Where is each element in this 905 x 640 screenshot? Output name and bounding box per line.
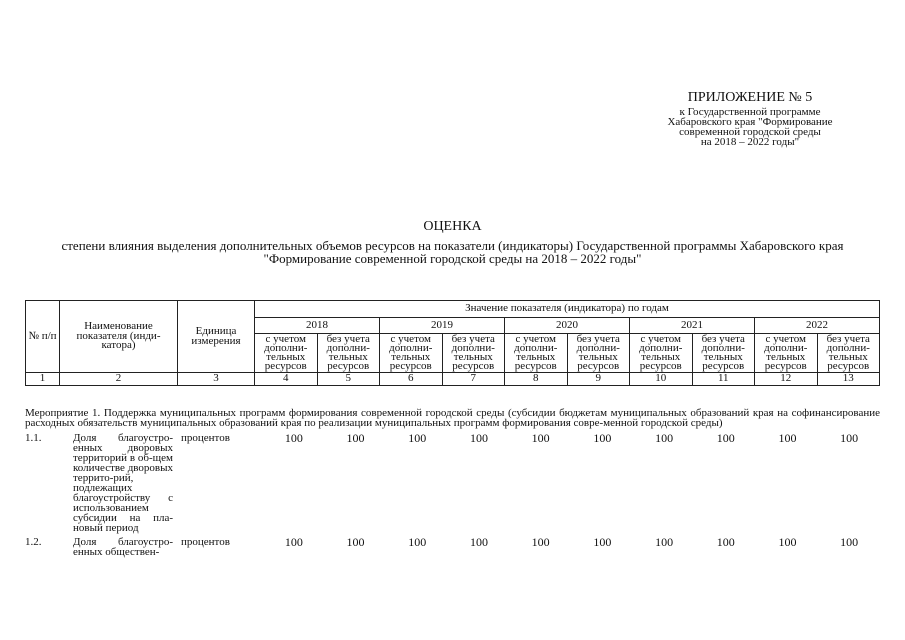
header-with-resources: с учетом дополни-тельных ресурсов [255,334,318,373]
column-number: 1 [26,373,60,386]
header-without-resources: без учета дополни-тельных ресурсов [817,334,880,373]
appendix-line: к Государственной программе [679,106,821,118]
row-value: 100 [408,535,427,549]
header-without-resources: без учета дополни-тельных ресурсов [442,334,505,373]
header-without-resources: без учета дополни-тельных ресурсов [692,334,755,373]
row-value: 100 [531,535,550,549]
column-number: 11 [692,373,755,386]
column-number: 7 [442,373,505,386]
row-number: 1.1. [25,432,42,444]
row-value: 100 [778,431,797,445]
document-heading [0,219,905,265]
column-number: 9 [567,373,630,386]
header-year: 2021 [630,317,755,334]
header-year: 2019 [380,317,505,334]
header-year: 2018 [255,317,380,334]
indicator-table [25,300,880,386]
row-values [263,433,880,443]
header-without-resources: без учета дополни-тельных ресурсов [317,334,380,373]
row-value: 100 [469,431,488,445]
row-number: 1.2. [25,536,42,548]
table-row [25,433,880,533]
header-with-resources: с учетом дополни-тельных ресурсов [505,334,568,373]
row-name: Доля благоустро-енных обществен- [73,536,173,558]
column-number: 13 [817,373,880,386]
column-number: 6 [380,373,443,386]
measure-title: Мероприятие 1. Поддержка муниципальных программ формирования современной городской среды (субсидии бюджетам муниципальных образований края на софинансирование расходных обязательств муниципальных образований края по реализации муниципальных программ формирования совре-менной городской среды) [25,407,880,429]
row-value: 100 [716,535,735,549]
row-value: 100 [531,431,550,445]
header-with-resources: с учетом дополни-тельных ресурсов [380,334,443,373]
row-values [263,537,880,547]
row-unit: процентов [181,536,230,548]
row-value: 100 [655,431,674,445]
header-unit: Единица измерения [178,301,255,373]
row-value: 100 [716,431,735,445]
row-value: 100 [346,535,365,549]
column-number: 3 [178,373,255,386]
header-with-resources: с учетом дополни-тельных ресурсов [755,334,818,373]
header-name: Наименование показателя (инди-катора) [60,301,178,373]
column-number: 12 [755,373,818,386]
column-number: 10 [630,373,693,386]
appendix-block [645,90,855,147]
row-value: 100 [593,431,612,445]
row-value: 100 [284,431,303,445]
header-year: 2022 [755,317,880,334]
row-name: Доля благоустро-енных дворовых территорий в об-щем количестве дворовых террито-рий, подлежащих благоустройству с использованием субсидии на пла-новый период [73,432,173,534]
appendix-line: на 2018 – 2022 годы" [700,136,800,148]
appendix-line: современной городской среды [679,126,821,138]
appendix-title: ПРИЛОЖЕНИЕ № 5 [687,90,813,105]
document-title: ОЦЕНКА [423,219,482,234]
row-value: 100 [469,535,488,549]
row-value: 100 [840,535,859,549]
row-value: 100 [284,535,303,549]
header-with-resources: с учетом дополни-тельных ресурсов [630,334,693,373]
header-without-resources: без учета дополни-тельных ресурсов [567,334,630,373]
row-value: 100 [408,431,427,445]
column-number: 8 [505,373,568,386]
column-number: 5 [317,373,380,386]
row-value: 100 [346,431,365,445]
row-value: 100 [778,535,797,549]
table-body [25,408,880,561]
document-subtitle: степени влияния выделения дополнительных объемов ресурсов на показатели (индикаторы) Государственной программы Хабаровского края "Формирование современной городской среды на 2018 – 2022 годы" [61,238,844,266]
row-value: 100 [655,535,674,549]
row-value: 100 [593,535,612,549]
column-number: 4 [255,373,318,386]
header-year: 2020 [505,317,630,334]
header-values: Значение показателя (индикатора) по годам [255,301,880,318]
header-num: № п/п [26,301,60,373]
row-unit: процентов [181,432,230,444]
appendix-line: Хабаровского края "Формирование [667,116,833,128]
row-value: 100 [840,431,859,445]
table-row [25,537,880,557]
column-number: 2 [60,373,178,386]
